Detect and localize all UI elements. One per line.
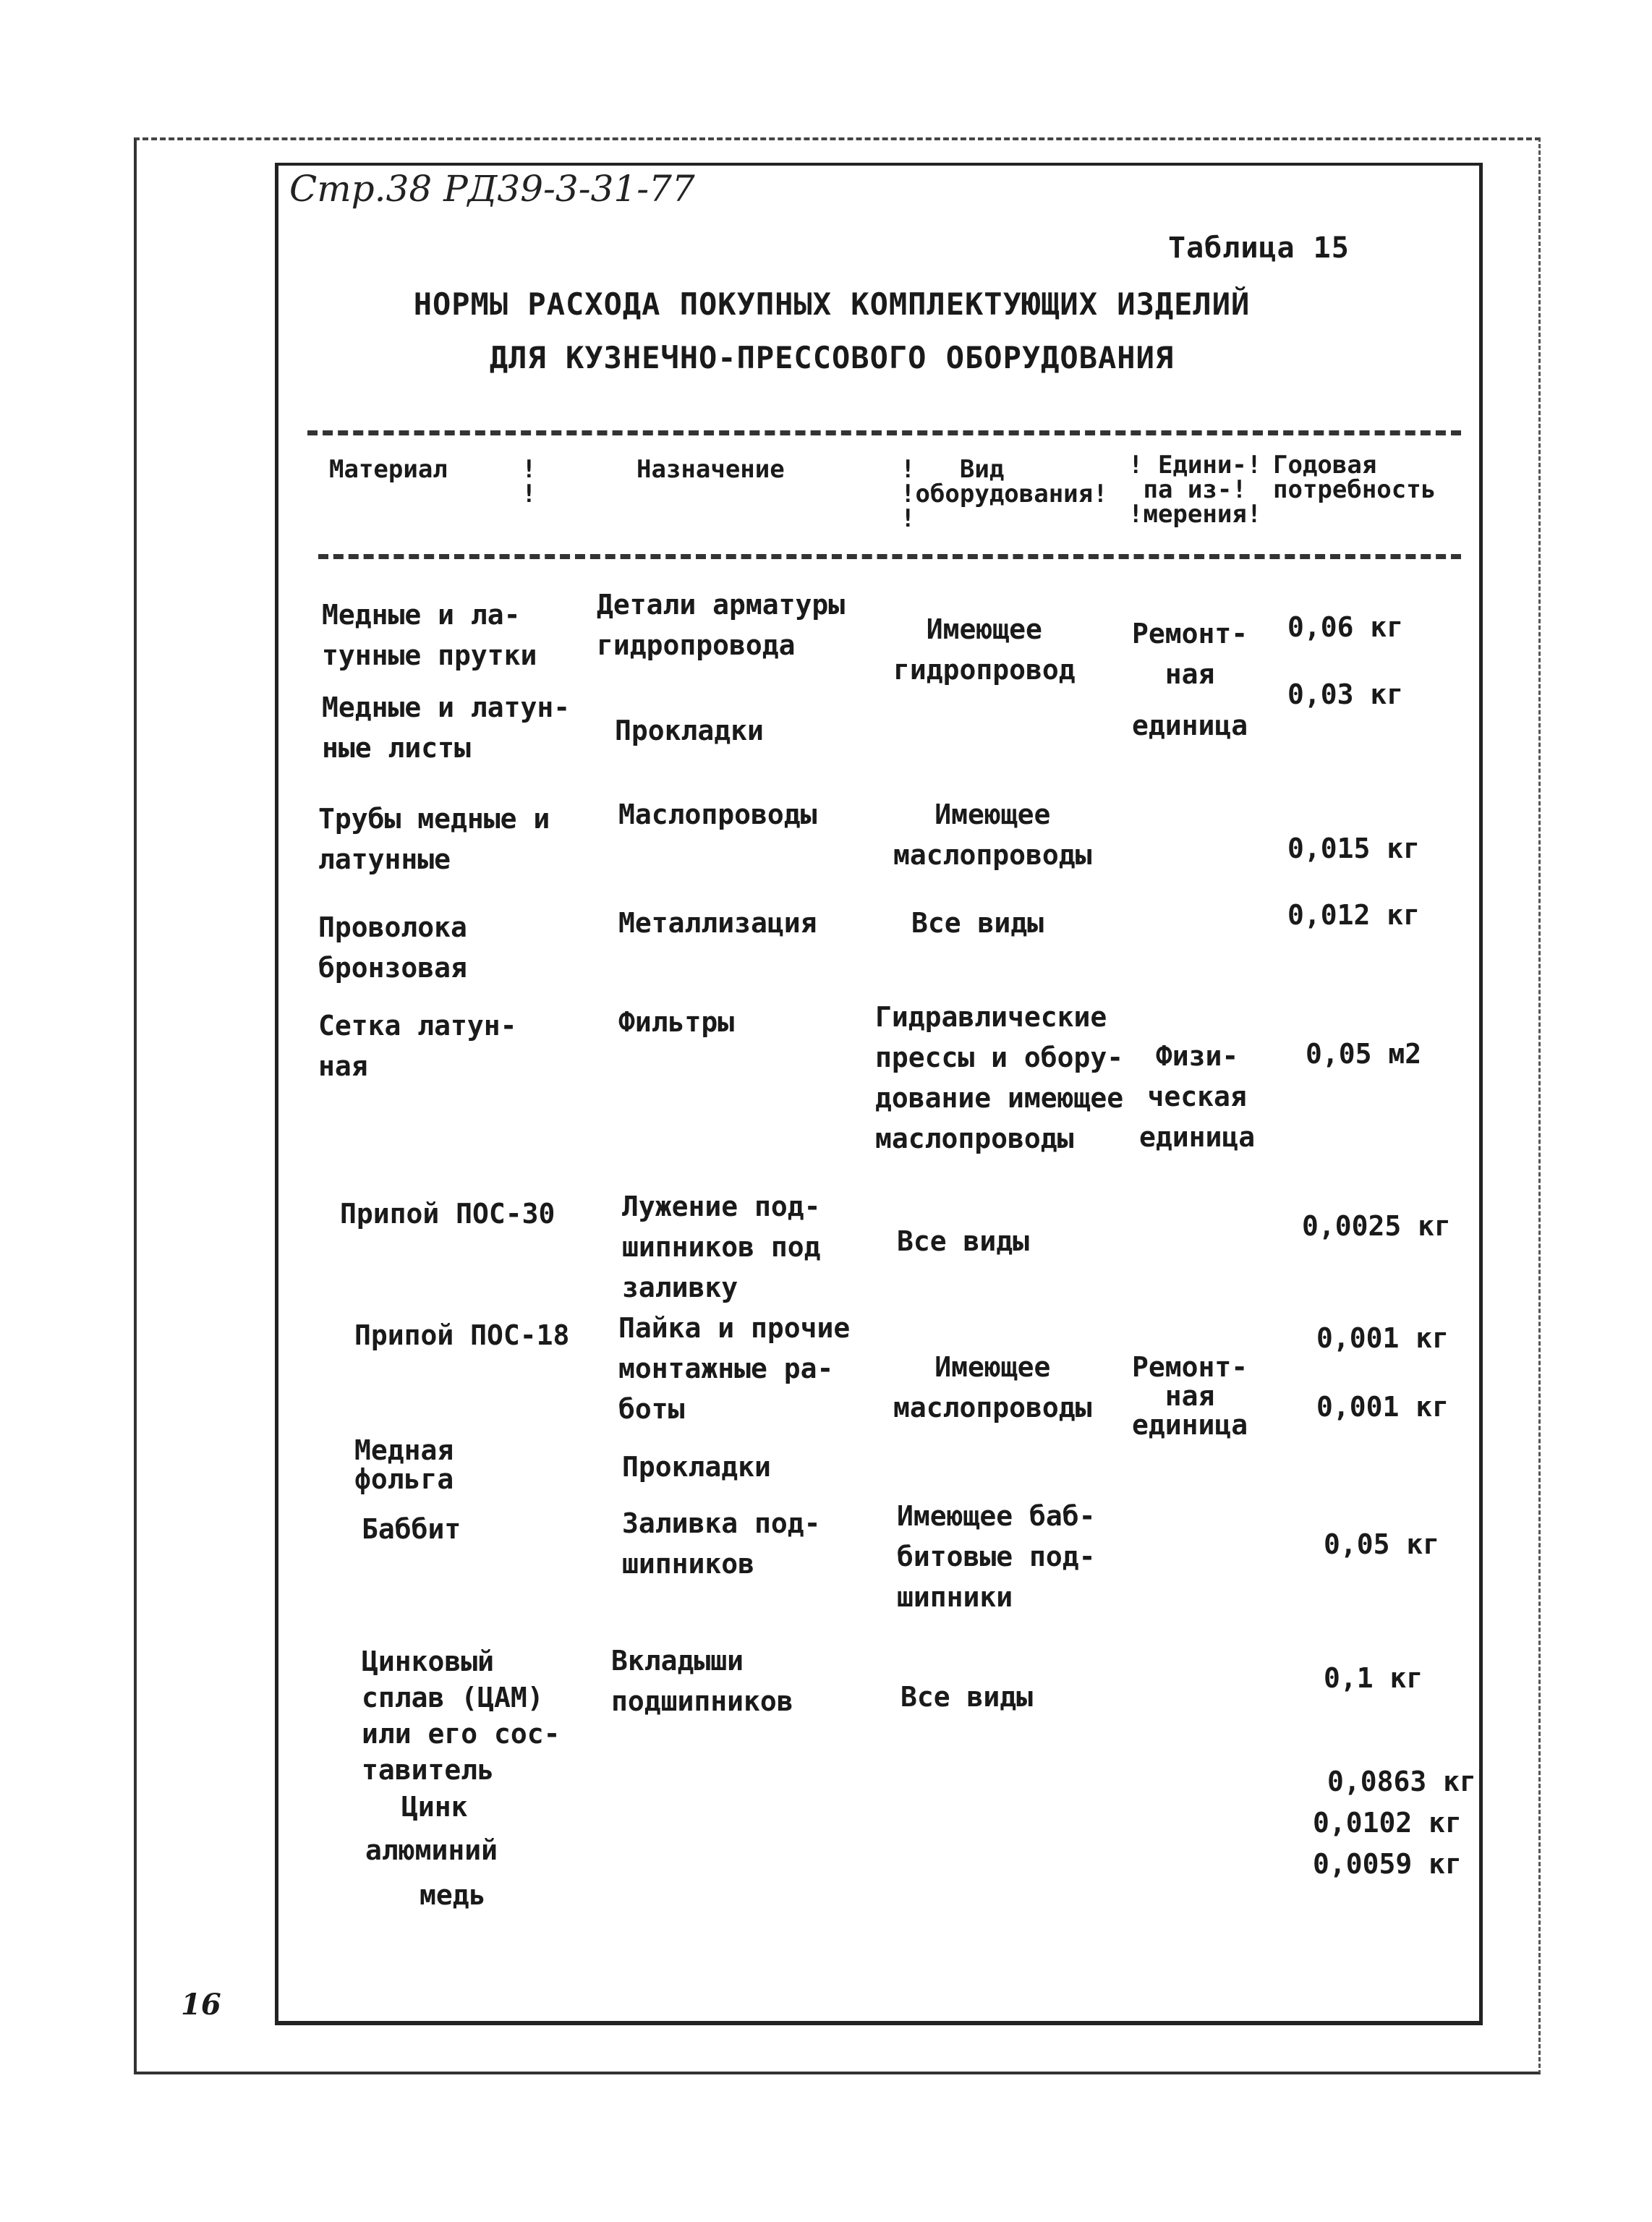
row3-material: Трубы медные и латунные: [318, 803, 550, 875]
row4-annual: 0,012 кг: [1287, 899, 1421, 931]
header-unit: ! Едини-! па из-! !мерения!: [1128, 451, 1262, 529]
row2-material: Медные и латун- ные листы: [322, 691, 571, 764]
handwritten-reference: Стр.38 РД39-3-31-77: [289, 168, 695, 210]
row4-purpose: Металлизация: [618, 907, 817, 939]
row1-material: Медные и ла- тунные прутки: [322, 599, 537, 671]
row11-annual: 0,0863 кг: [1327, 1766, 1476, 1797]
row2-annual: 0,03 кг: [1287, 678, 1404, 710]
row9-material: Баббит: [362, 1513, 461, 1545]
document-title-line1: НОРМЫ РАСХОДА ПОКУПНЫХ КОМПЛЕКТУЮЩИХ ИЗДЕЛИЙ: [413, 286, 1251, 322]
row7-material: Припой ПОС-18: [354, 1319, 570, 1351]
table-top-rule: [307, 430, 1461, 435]
row7-annual: 0,001 кг: [1316, 1322, 1449, 1354]
row9-annual: 0,05 кг: [1324, 1528, 1440, 1560]
table-caption: Таблица 15: [1168, 231, 1350, 265]
row5-unit: Физи- ческая единица: [1139, 1040, 1256, 1153]
row6-annual: 0,0025 кг: [1302, 1210, 1451, 1242]
row5-material: Сетка латун- ная: [318, 1010, 517, 1082]
row1-equipment: Имеющее гидропровод: [893, 613, 1076, 686]
row10-purpose: Вкладыши подшипников: [611, 1645, 793, 1717]
header-material: Материал ! !: [329, 455, 537, 508]
row13-material: медь: [420, 1879, 486, 1911]
header-equipment: ! Вид !оборудования! !: [900, 455, 1108, 533]
document-title-line2: ДЛЯ КУЗНЕЧНО-ПРЕССОВОГО ОБОРУДОВАНИЯ: [489, 340, 1175, 375]
table-header-rule: [318, 554, 1461, 559]
row6-equipment: Все виды: [897, 1225, 1030, 1257]
row7-equipment: Имеющее маслопроводы: [893, 1351, 1092, 1423]
row1-unit: Ремонт- ная: [1132, 618, 1248, 690]
row8-purpose: Прокладки: [622, 1451, 771, 1483]
row6-purpose: Лужение под- шипников под заливку: [622, 1191, 821, 1303]
row2-unit: единица: [1132, 710, 1248, 741]
row1-purpose: Детали арматуры гидропровода: [597, 589, 846, 661]
row12-annual: 0,0102 кг: [1313, 1807, 1462, 1839]
row11-material: Цинк: [401, 1791, 468, 1823]
row10-material: Цинковый сплав (ЦАМ) или его сос- тавитель: [362, 1646, 561, 1786]
row10-annual: 0,1 кг: [1324, 1662, 1423, 1694]
row10-equipment: Все виды: [900, 1681, 1034, 1713]
row4-equipment: Все виды: [911, 907, 1044, 939]
row9-equipment: Имеющее баб- битовые под- шипники: [897, 1500, 1096, 1613]
row3-purpose: Маслопроводы: [618, 799, 817, 830]
row3-equipment: Имеющее маслопроводы: [893, 799, 1092, 871]
header-annual-need: Годовая потребность: [1273, 451, 1436, 504]
row5-annual: 0,05 м2: [1306, 1038, 1422, 1070]
row7-unit: Ремонт- ная единица: [1132, 1351, 1248, 1441]
row5-purpose: Фильтры: [618, 1006, 735, 1038]
row12-material: алюминий: [365, 1834, 498, 1866]
row7-purpose: Пайка и прочие монтажные ра- боты: [618, 1312, 851, 1425]
row13-annual: 0,0059 кг: [1313, 1848, 1462, 1880]
row1-annual: 0,06 кг: [1287, 611, 1404, 643]
row5-equipment: Гидравлические прессы и обору- дование имеющее маслопроводы: [875, 1001, 1124, 1154]
row8-annual: 0,001 кг: [1316, 1391, 1449, 1423]
header-purpose: Назначение: [636, 455, 785, 484]
row8-material: Медная фольга: [354, 1434, 454, 1495]
row2-purpose: Прокладки: [615, 715, 764, 746]
row4-material: Проволока бронзовая: [318, 911, 467, 984]
row6-material: Припой ПОС-30: [340, 1198, 555, 1230]
row9-purpose: Заливка под- шипников: [622, 1507, 821, 1580]
row3-annual: 0,015 кг: [1287, 833, 1421, 864]
page-number: 16: [181, 1988, 221, 2022]
